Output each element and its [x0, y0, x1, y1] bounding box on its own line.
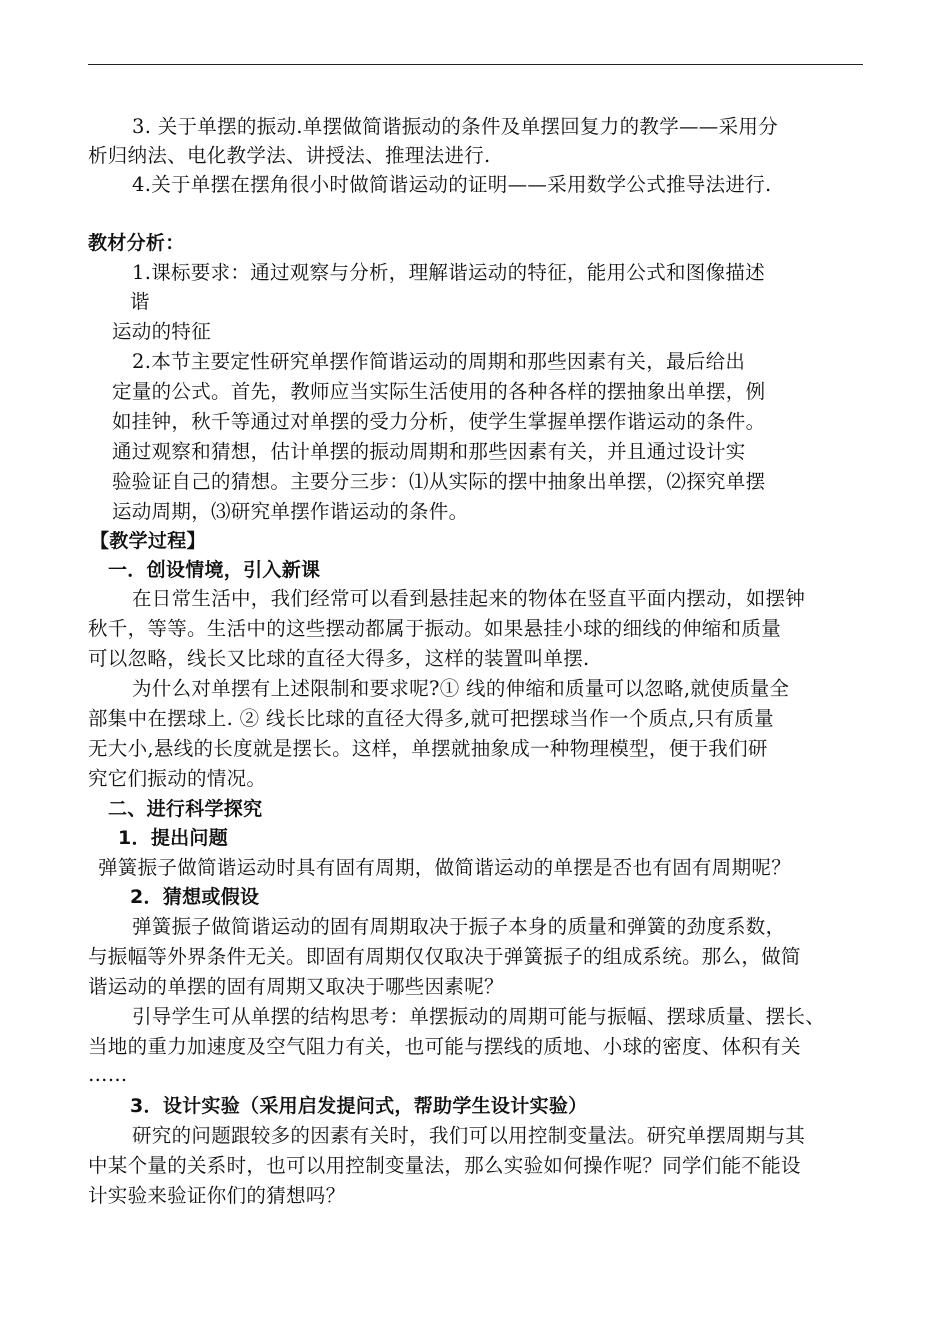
text-line: ……	[88, 1063, 128, 1086]
text-line: 弹簧振子做简谐运动的固有周期取决于振子本身的质量和弹簧的劲度系数，	[132, 915, 786, 938]
text-line: 通过观察和猜想，估计单摆的振动周期和那些因素有关，并且通过设计实	[112, 440, 746, 463]
text-line: 秋千，等等。生活中的这些摆动都属于振动。如果悬挂小球的细线的伸缩和质量	[88, 617, 782, 640]
text-line: 计实验来验证你们的猜想吗？	[88, 1184, 346, 1207]
section-heading: 1．提出问题	[118, 827, 229, 849]
text-line: 为什么对单摆有上述限制和要求呢?① 线的伸缩和质量可以忽略,就使质量全	[132, 677, 790, 700]
text-line: 当地的重力加速度及空气阻力有关，也可能与摆线的质地、小球的密度、体积有关	[88, 1035, 801, 1058]
section-heading: 一．创设情境，引入新课	[108, 559, 321, 581]
text-line: 析归纳法、电化教学法、讲授法、推理法进行.	[88, 144, 491, 167]
text-line: 3. 关于单摆的振动.单摆做简谐振动的条件及单摆回复力的教学——采用分	[132, 115, 779, 138]
text-line: 中某个量的关系时，也可以用控制变量法，那么实验如何操作呢？同学们能不能设	[88, 1154, 801, 1177]
text-line: 验验证自己的猜想。主要分三步：⑴从实际的摆中抽象出单摆，⑵探究单摆	[112, 470, 766, 493]
text-line: 弹簧振子做简谐运动时具有固有周期，做简谐运动的单摆是否也有固有周期呢？	[98, 856, 792, 879]
text-line: 无大小,悬线的长度就是摆长。这样，单摆就抽象成一种物理模型，便于我们研	[88, 737, 768, 760]
text-line: 4.关于单摆在摆角很小时做简谐运动的证明——采用数学公式推导法进行.	[132, 173, 772, 196]
section-heading: 二、进行科学探究	[108, 798, 263, 820]
text-line: 定量的公式。首先，教师应当实际生活使用的各种各样的摆抽象出单摆，例	[112, 380, 766, 403]
section-heading: 3．设计实验（采用启发提问式，帮助学生设计实验）	[130, 1095, 588, 1117]
section-heading: 【教学过程】	[90, 530, 206, 552]
header-rule	[88, 64, 863, 65]
text-line: 引导学生可从单摆的结构思考：单摆振动的周期可能与振幅、摆球质量、摆长、	[132, 1005, 826, 1028]
text-line: 部集中在摆球上. ② 线长比球的直径大得多,就可把摆球当作一个质点,只有质量	[88, 707, 774, 730]
text-line: 如挂钟，秋千等通过对单摆的受力分析，使学生掌握单摆作谐运动的条件。	[112, 410, 766, 433]
text-line: 运动周期，⑶研究单摆作谐运动的条件。	[112, 500, 469, 523]
section-heading: 2．猜想或假设	[130, 886, 260, 908]
text-line: 可以忽略，线长又比球的直径大得多，这样的装置叫单摆.	[88, 647, 590, 670]
text-line: 2.本节主要定性研究单摆作简谐运动的周期和那些因素有关，最后给出	[132, 350, 746, 373]
text-line: 运动的特征	[112, 320, 212, 343]
text-line: 研究的问题跟较多的因素有关时，我们可以用控制变量法。研究单摆周期与其	[132, 1124, 806, 1147]
section-heading: 教材分析：	[88, 232, 185, 254]
text-line: 谐	[130, 290, 150, 313]
text-line: 谐运动的单摆的固有周期又取决于哪些因素呢？	[88, 975, 504, 998]
text-line: 究它们振动的情况。	[88, 767, 267, 790]
text-line: 1.课标要求：通过观察与分析，理解谐运动的特征，能用公式和图像描述	[132, 261, 766, 284]
text-line: 在日常生活中，我们经常可以看到悬挂起来的物体在竖直平面内摆动，如摆钟	[132, 587, 806, 610]
text-line: 与振幅等外界条件无关。即固有周期仅仅取决于弹簧振子的组成系统。那么，做简	[88, 945, 801, 968]
